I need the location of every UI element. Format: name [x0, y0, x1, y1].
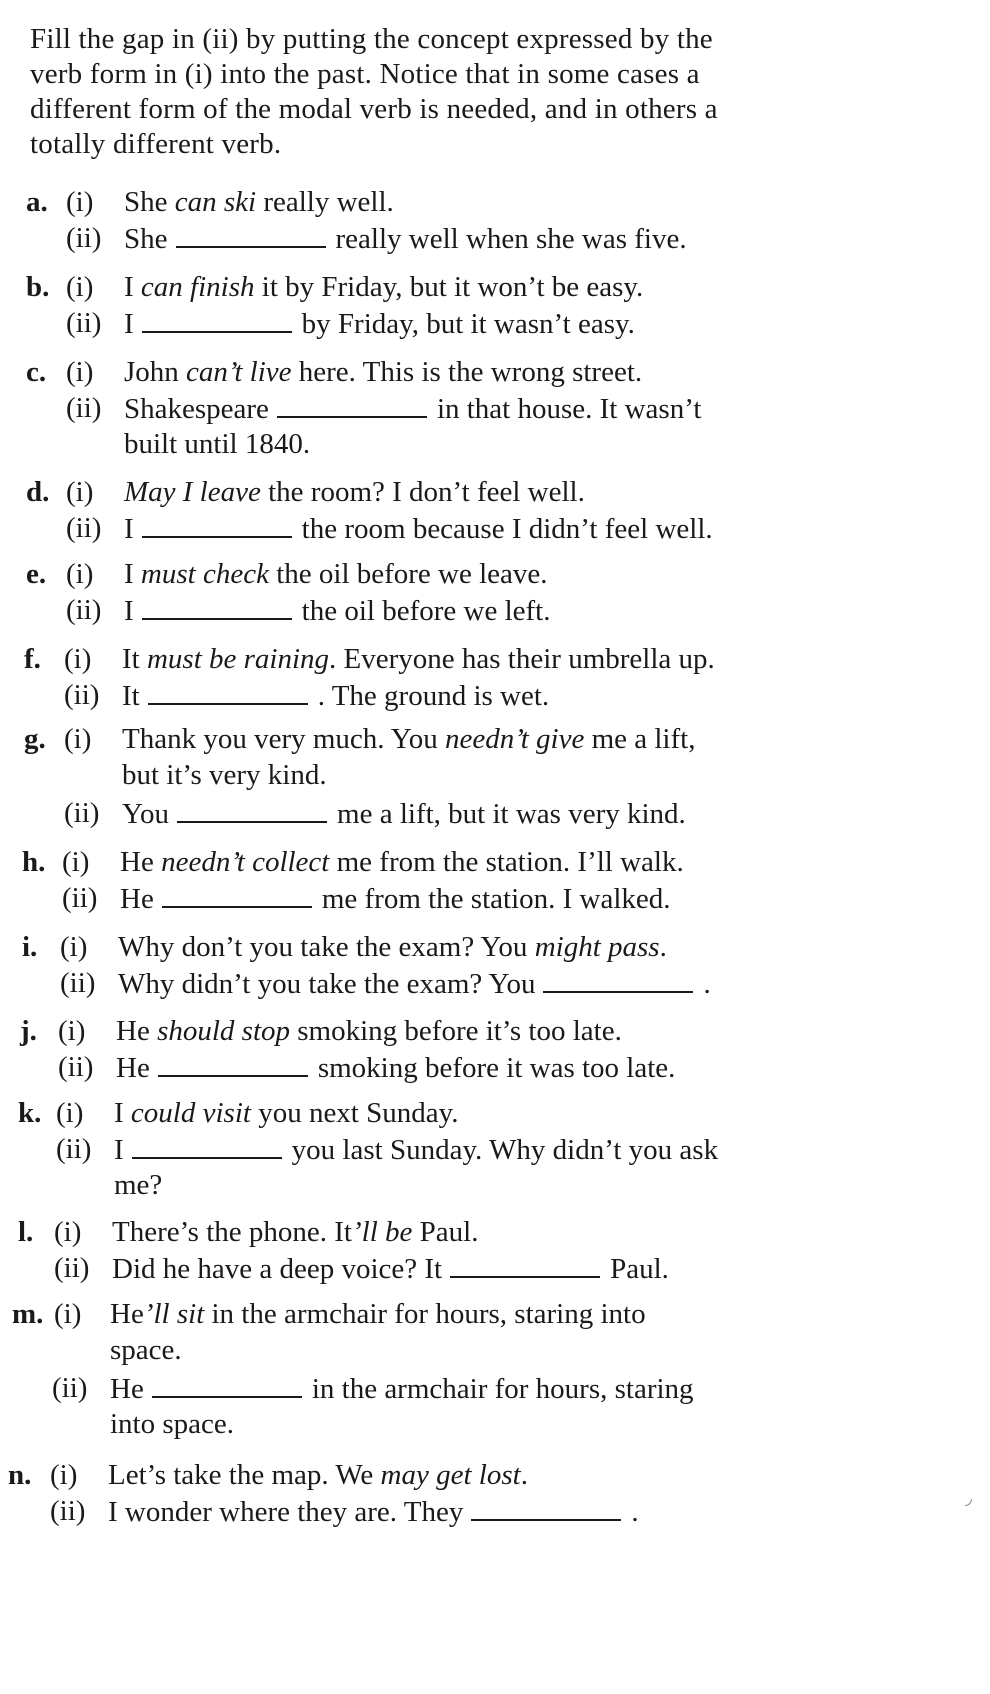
margin-mark: ◞ — [965, 1488, 972, 1508]
part-label-i: (i) — [62, 846, 90, 878]
part-label-i: (i) — [66, 271, 94, 303]
sentence-ii-text: you last Sunday. Why didn’t you ask — [291, 1134, 719, 1166]
instructions-line: verb form in (i) into the past. Notice that in some cases a — [30, 58, 700, 90]
part-label-ii: (ii) — [54, 1252, 90, 1284]
part-label-ii: (ii) — [60, 967, 96, 999]
sentence-i — [124, 184, 394, 221]
sentence-ii-text: smoking before it was too late. — [317, 1052, 676, 1084]
sentence-ii-continuation: me? — [114, 1169, 163, 1201]
sentence-i-modal: needn’t give — [445, 723, 585, 755]
sentence-ii-text: I wonder where they are. They — [108, 1496, 464, 1528]
instructions-line: different form of the modal verb is needed, and in others a — [30, 93, 718, 125]
answer-blank[interactable] — [177, 795, 327, 823]
sentence-i-text: John — [124, 356, 187, 388]
part-label-ii: (ii) — [62, 882, 98, 914]
sentence-ii — [118, 965, 711, 1003]
sentence-ii — [108, 1493, 639, 1531]
sentence-i — [124, 269, 643, 306]
sentence-i-text: here. This is the wrong street. — [291, 356, 643, 388]
sentence-ii-text: me a lift, but it was very kind. — [337, 798, 686, 830]
item-letter: n. — [8, 1459, 32, 1491]
sentence-i-modal: might pass — [534, 931, 660, 963]
sentence-i-text: Let’s take the map. We — [108, 1459, 381, 1491]
sentence-ii — [122, 677, 549, 715]
part-label-i: (i) — [54, 1298, 82, 1330]
sentence-i-text: There’s the phone. It — [112, 1216, 352, 1248]
sentence-i — [112, 1214, 478, 1251]
part-label-i: (i) — [66, 356, 94, 388]
sentence-i-modal: needn’t collect — [161, 846, 330, 878]
sentence-i-text: She — [124, 186, 175, 218]
answer-blank[interactable] — [152, 1370, 302, 1398]
item-letter: k. — [18, 1097, 42, 1129]
sentence-ii-text: He — [110, 1373, 144, 1405]
item-letter: g. — [24, 723, 46, 755]
sentence-i-modal: could visit — [130, 1097, 251, 1129]
instructions — [30, 22, 910, 162]
sentence-i-text: you next Sunday. — [250, 1097, 459, 1129]
item-letter: b. — [26, 271, 50, 303]
sentence-i — [122, 721, 695, 758]
sentence-ii-text: . The ground is wet. — [317, 680, 550, 712]
sentence-ii-text: . — [703, 968, 711, 1000]
sentence-i — [124, 474, 585, 511]
sentence-i-text: the room? I don’t feel well. — [260, 476, 585, 508]
sentence-ii-text: It — [122, 680, 140, 712]
item-letter: h. — [22, 846, 46, 878]
sentence-i-text: He — [110, 1298, 144, 1330]
part-label-ii: (ii) — [56, 1133, 92, 1165]
answer-blank[interactable] — [450, 1250, 600, 1278]
item-letter: l. — [18, 1216, 34, 1248]
sentence-i-text: I — [124, 271, 141, 303]
sentence-i-text: Thank you very much. You — [122, 723, 446, 755]
sentence-ii-text: by Friday, but it wasn’t easy. — [301, 308, 635, 340]
part-label-ii: (ii) — [66, 594, 102, 626]
sentence-i-text: it by Friday, but it won’t be easy. — [254, 271, 644, 303]
sentence-ii — [124, 592, 550, 630]
sentence-i-text: . — [659, 931, 667, 963]
answer-blank[interactable] — [142, 305, 292, 333]
sentence-i-text: me from the station. I’ll walk. — [329, 846, 684, 878]
answer-blank[interactable] — [543, 965, 693, 993]
sentence-ii-text: . — [631, 1496, 639, 1528]
sentence-i-modal: can ski — [174, 186, 257, 218]
item-letter: f. — [24, 643, 41, 675]
answer-blank[interactable] — [471, 1493, 621, 1521]
sentence-i-modal: can finish — [140, 271, 255, 303]
part-label-i: (i) — [64, 723, 92, 755]
part-label-i: (i) — [54, 1216, 82, 1248]
part-label-ii: (ii) — [58, 1051, 94, 1083]
sentence-ii — [114, 1131, 718, 1169]
answer-blank[interactable] — [142, 510, 292, 538]
sentence-ii-text: in the armchair for hours, staring — [311, 1373, 694, 1405]
item-letter: m. — [12, 1298, 44, 1330]
part-label-i: (i) — [50, 1459, 78, 1491]
part-label-ii: (ii) — [66, 222, 102, 254]
sentence-ii-continuation: built until 1840. — [124, 428, 311, 460]
sentence-ii-text: You — [122, 798, 170, 830]
sentence-i-text: It — [122, 643, 147, 675]
sentence-i-modal: May I leave — [124, 476, 261, 508]
sentence-i-modal: ’ll sit — [143, 1298, 205, 1330]
sentence-i-text: smoking before it’s too late. — [290, 1015, 622, 1047]
item-letter: i. — [22, 931, 38, 963]
part-label-ii: (ii) — [66, 392, 102, 424]
item-letter: e. — [26, 558, 47, 590]
answer-blank[interactable] — [158, 1049, 308, 1077]
sentence-i-continuation: space. — [110, 1334, 182, 1366]
sentence-ii-text: He — [120, 883, 154, 915]
sentence-i-modal: should stop — [157, 1015, 291, 1047]
sentence-ii — [110, 1370, 694, 1408]
item-letter: c. — [26, 356, 47, 388]
sentence-ii — [116, 1049, 675, 1087]
sentence-ii-text: really well when she was five. — [335, 223, 687, 255]
sentence-i — [124, 354, 642, 391]
sentence-i — [116, 1013, 622, 1050]
sentence-i-text: He — [116, 1015, 158, 1047]
sentence-ii — [124, 305, 635, 343]
sentence-ii-text: Did he have a deep voice? It — [112, 1253, 443, 1285]
answer-blank[interactable] — [142, 592, 292, 620]
sentence-ii — [124, 220, 687, 258]
sentence-i-text: He — [120, 846, 162, 878]
sentence-i-text: . Everyone has their umbrella up. — [329, 643, 715, 675]
sentence-ii-text: in that house. It wasn’t — [436, 393, 702, 425]
item-letter: d. — [26, 476, 50, 508]
sentence-ii-text: the room because I didn’t feel well. — [301, 513, 713, 545]
sentence-i-text: the oil before we leave. — [268, 558, 548, 590]
sentence-i — [122, 641, 715, 678]
answer-blank[interactable] — [148, 677, 308, 705]
answer-blank[interactable] — [162, 880, 312, 908]
sentence-i-text: Why don’t you take the exam? You — [118, 931, 535, 963]
sentence-i — [108, 1457, 528, 1494]
answer-blank[interactable] — [176, 220, 326, 248]
sentence-i-text: me a lift, — [584, 723, 696, 755]
part-label-i: (i) — [60, 931, 88, 963]
sentence-ii-text: I — [124, 595, 134, 627]
sentence-i-modal: ’ll be — [351, 1216, 413, 1248]
instructions-line: totally different verb. — [30, 128, 282, 160]
sentence-ii — [124, 390, 701, 428]
sentence-i-modal: must check — [140, 558, 269, 590]
sentence-i — [114, 1095, 458, 1132]
part-label-ii: (ii) — [64, 679, 100, 711]
sentence-i-modal: may get lost — [380, 1459, 521, 1491]
sentence-ii — [112, 1250, 669, 1288]
sentence-ii-text: Why didn’t you take the exam? You — [118, 968, 536, 1000]
sentence-ii — [124, 510, 713, 548]
sentence-ii-text: me from the station. I walked. — [321, 883, 671, 915]
sentence-i-modal: can’t live — [186, 356, 292, 388]
part-label-i: (i) — [64, 643, 92, 675]
sentence-ii-continuation: into space. — [110, 1408, 235, 1440]
sentence-i-continuation: but it’s very kind. — [122, 759, 327, 791]
sentence-ii-text: I — [124, 308, 134, 340]
sentence-i — [120, 844, 684, 881]
sentence-ii — [122, 795, 686, 833]
answer-blank[interactable] — [132, 1131, 282, 1159]
part-label-ii: (ii) — [52, 1372, 88, 1404]
sentence-ii-text: She — [124, 223, 168, 255]
part-label-i: (i) — [66, 476, 94, 508]
instructions-line: Fill the gap in (ii) by putting the concept expressed by the — [30, 23, 713, 55]
part-label-ii: (ii) — [66, 512, 102, 544]
sentence-ii-text: He — [116, 1052, 150, 1084]
sentence-i-text: I — [124, 558, 141, 590]
sentence-i — [124, 556, 548, 593]
sentence-ii-text: the oil before we left. — [301, 595, 551, 627]
sentence-i-text: I — [114, 1097, 131, 1129]
answer-blank[interactable] — [277, 390, 427, 418]
part-label-ii: (ii) — [66, 307, 102, 339]
sentence-ii-text: Shakespeare — [124, 393, 269, 425]
part-label-ii: (ii) — [64, 797, 100, 829]
sentence-ii-text: Paul. — [610, 1253, 669, 1285]
part-label-i: (i) — [66, 558, 94, 590]
item-letter: a. — [26, 186, 48, 218]
part-label-i: (i) — [66, 186, 94, 218]
part-label-i: (i) — [58, 1015, 86, 1047]
sentence-i-modal: must be raining — [146, 643, 330, 675]
sentence-i-text: in the armchair for hours, staring into — [204, 1298, 646, 1330]
sentence-i — [110, 1296, 646, 1333]
sentence-i-text: really well. — [256, 186, 394, 218]
sentence-ii-text: I — [124, 513, 134, 545]
sentence-ii — [120, 880, 671, 918]
sentence-ii-text: I — [114, 1134, 124, 1166]
sentence-i-text: Paul. — [412, 1216, 479, 1248]
item-letter: j. — [20, 1015, 37, 1047]
part-label-ii: (ii) — [50, 1495, 86, 1527]
sentence-i-text: . — [520, 1459, 528, 1491]
sentence-i — [118, 929, 667, 966]
part-label-i: (i) — [56, 1097, 84, 1129]
